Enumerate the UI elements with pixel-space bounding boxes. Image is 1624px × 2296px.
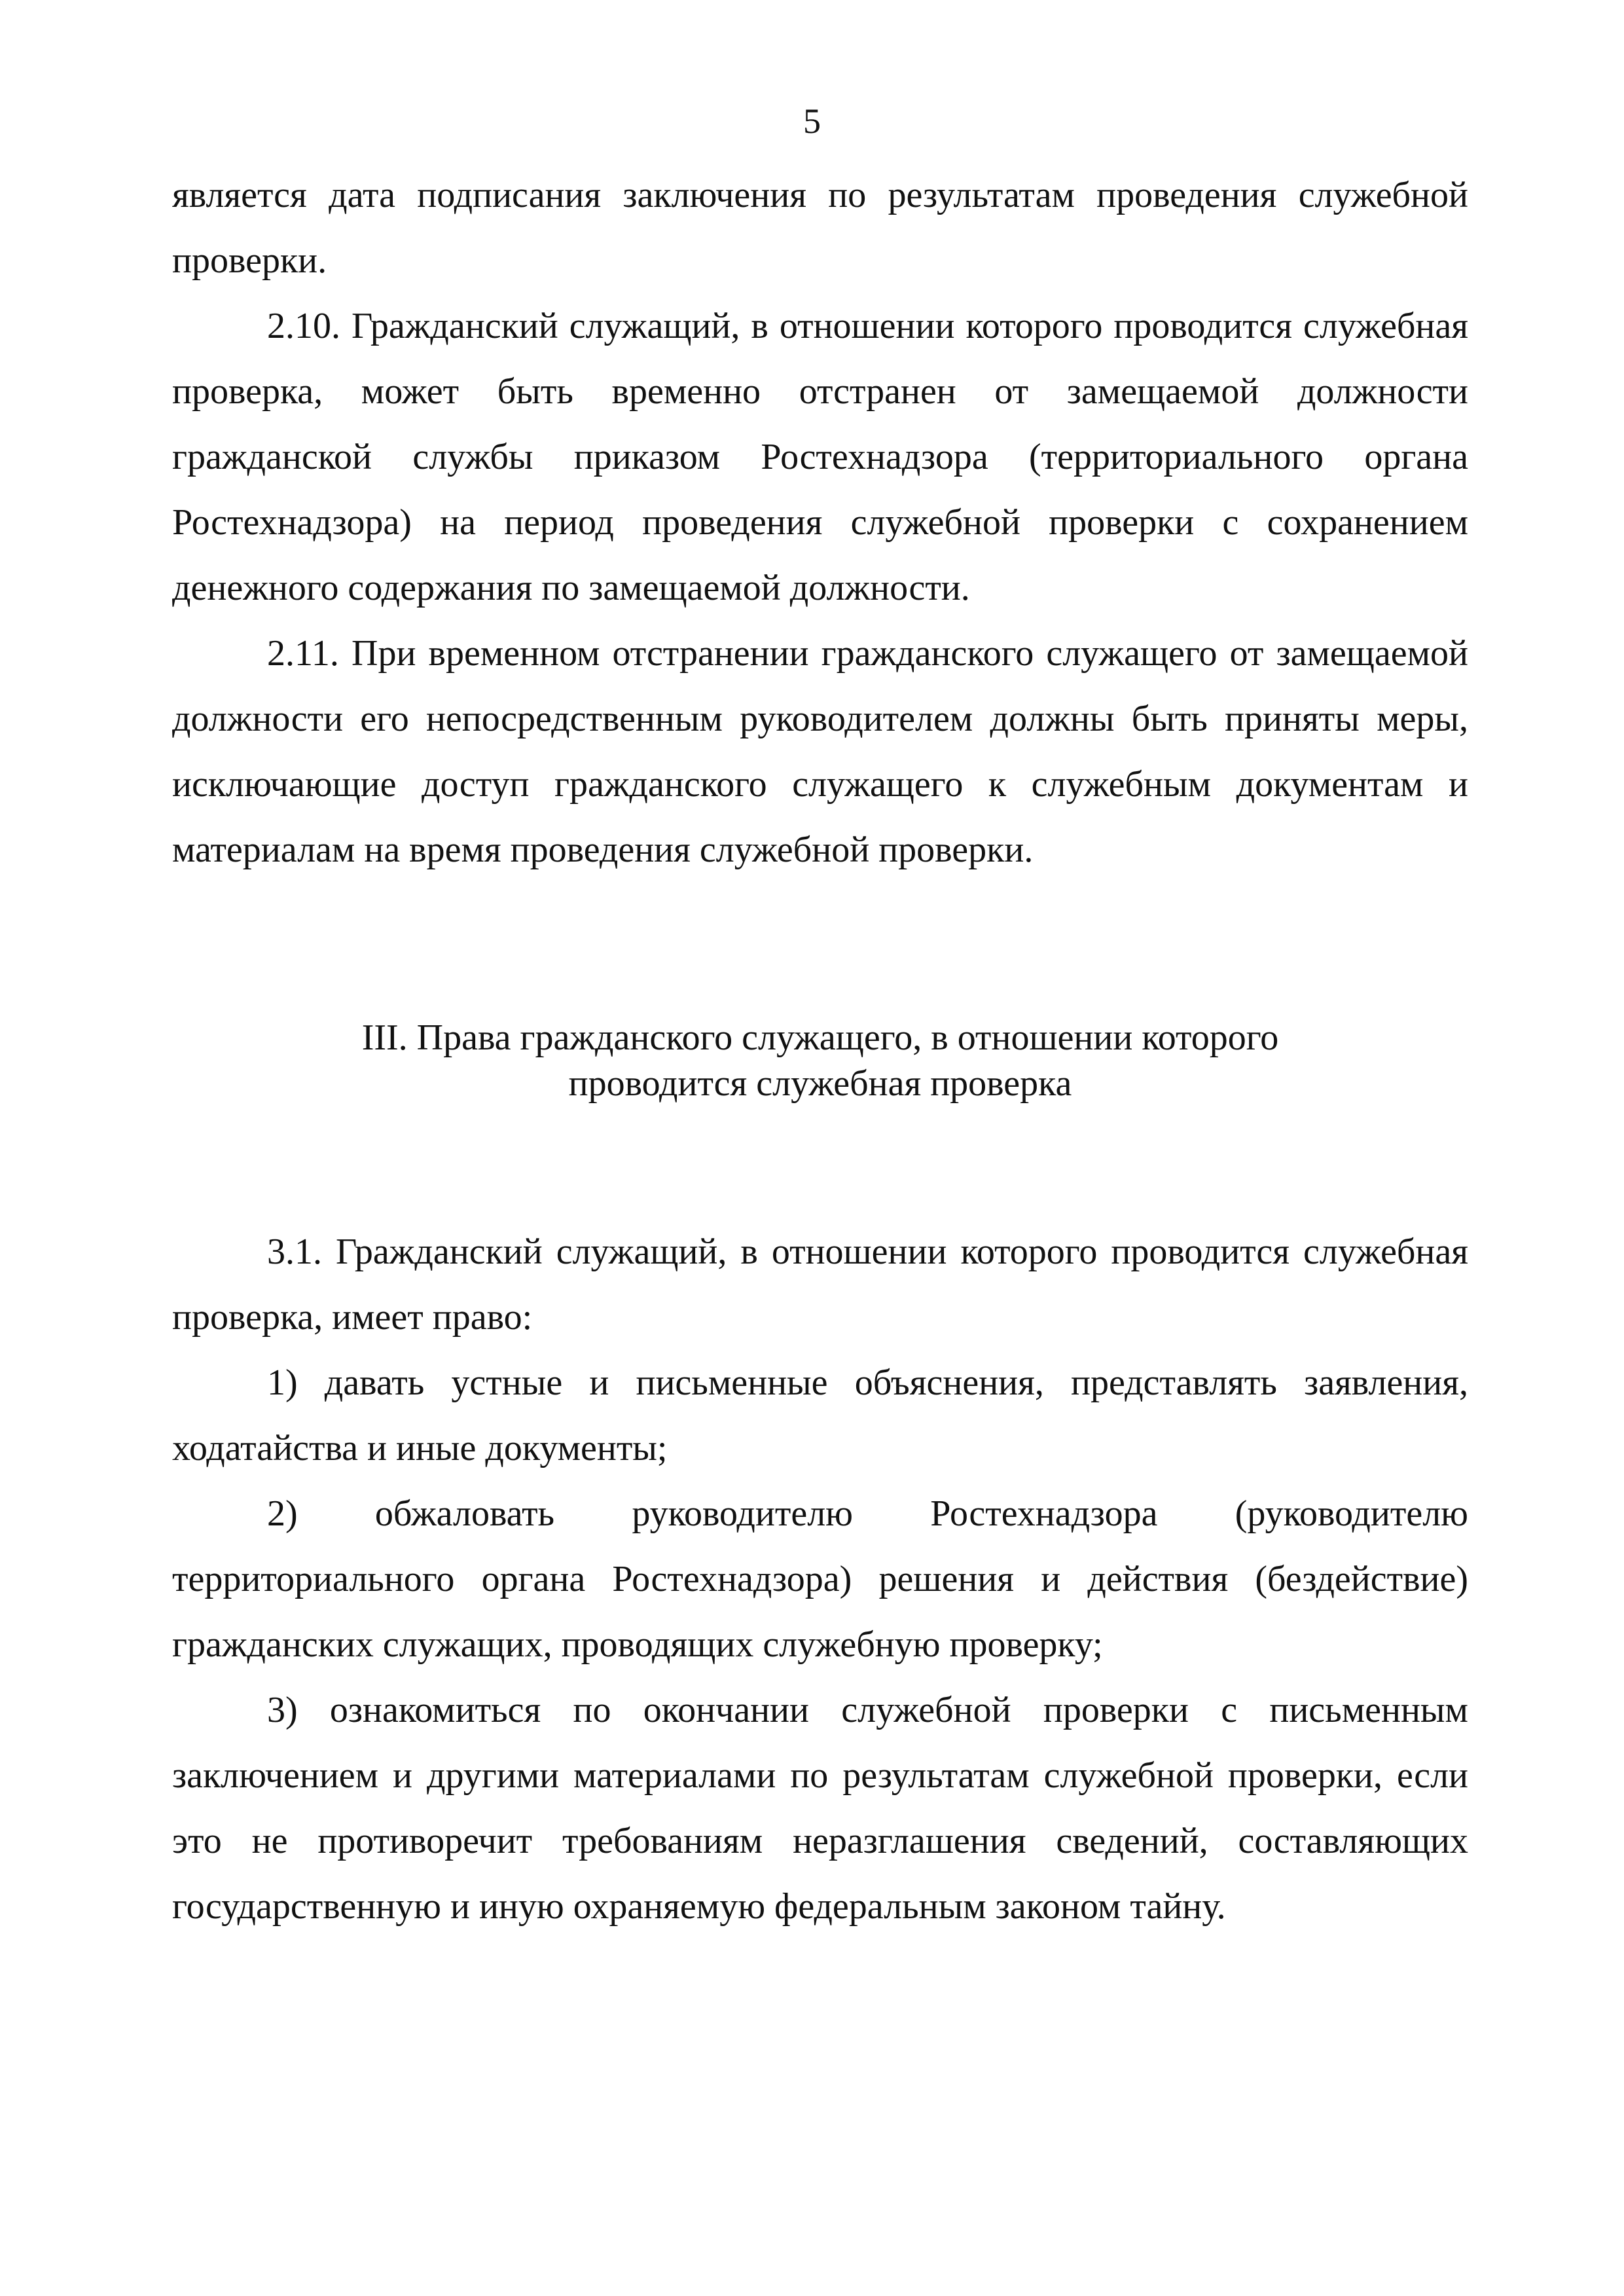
list-item-1: 1) давать устные и письменные объяснения, представлять заявления, ходатайства и иные документы; <box>172 1362 1468 1468</box>
paragraph-3-1: 3.1. Гражданский служащий, в отношении которого проводится служебная проверка, имеет право: <box>172 1231 1468 1338</box>
list-item-2: 2) обжаловать руководителю Ростехнадзора (руководителю территориального органа Ростехнадзора) решения и действия (бездействие) гражданских служащих, проводящих служебную проверку; <box>172 1493 1468 1665</box>
paragraph-2-10: 2.10. Гражданский служащий, в отношении которого проводится служебная проверка, может быть временно отстранен от замещаемой должности гражданской службы приказом Ростехнадзора (территориального органа Ростехнадзора) на период проведения служебной проверки с сохранением денежного содержания по замещаемой должности. <box>172 306 1468 608</box>
paragraph-2-11: 2.11. При временном отстранении гражданского служащего от замещаемой должности его непосредственным руководителем должны быть приняты меры, исключающие доступ гражданского служащего к служебным документам и материалам на время проведения служебной проверки. <box>172 633 1468 870</box>
section-3-text <box>172 1219 1468 1939</box>
section-3-heading-line-1: III. Права гражданского служащего, в отношении которого <box>361 1017 1279 1058</box>
section-3-heading-line-2: проводится служебная проверка <box>568 1063 1072 1104</box>
section-3-heading <box>172 1015 1468 1106</box>
paragraph-continuation: является дата подписания заключения по результатам проведения служебной проверки. <box>172 175 1468 281</box>
section-2-text <box>172 162 1468 883</box>
list-item-3: 3) ознакомиться по окончании служебной проверки с письменным заключением и другими материалами по результатам служебной проверки, если это не противоречит требованиям неразглашения сведений, составляющих государственную и иную охраняемую федеральным законом тайну. <box>172 1690 1468 1927</box>
page-number: 5 <box>803 101 821 141</box>
